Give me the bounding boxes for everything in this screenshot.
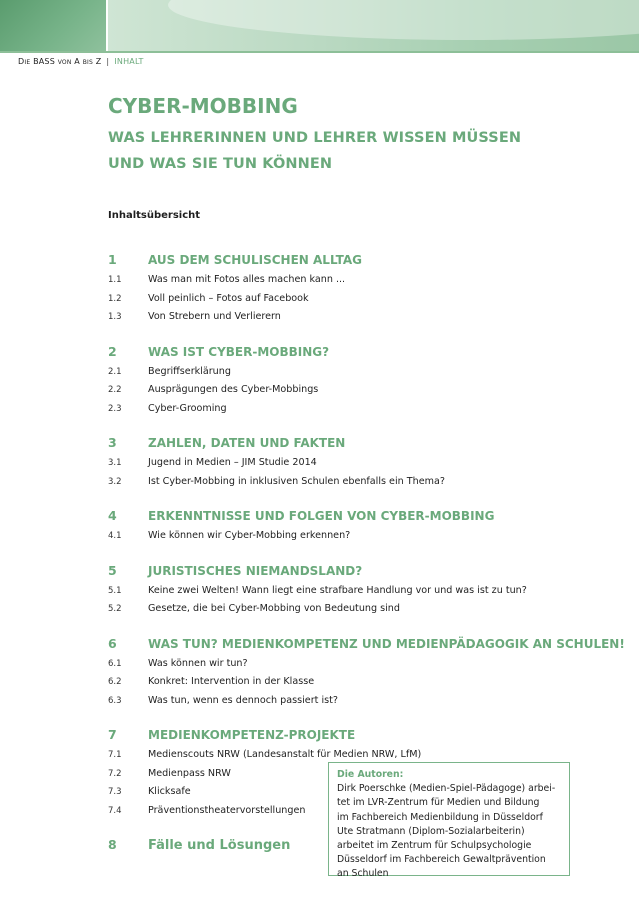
toc-section	[108, 636, 628, 714]
toc-subsection[interactable]	[108, 658, 628, 677]
toc-section	[108, 252, 628, 330]
toc-subsection-number: 1.3	[108, 312, 122, 322]
toc-section-heading[interactable]	[108, 563, 628, 585]
toc-subsection[interactable]	[108, 293, 628, 312]
breadcrumb-section: INHALT	[114, 57, 144, 66]
toc-subsection-number: 7.1	[108, 750, 122, 760]
toc-section-heading[interactable]	[108, 636, 628, 658]
toc-subsection-title: Cyber-Grooming	[148, 402, 227, 414]
toc-section-number: 2	[108, 343, 117, 359]
toc-subsection-title: Klicksafe	[148, 786, 191, 797]
toc-section-heading[interactable]	[108, 344, 628, 366]
toc-subsection[interactable]	[108, 695, 628, 714]
header-rule	[0, 51, 639, 53]
toc-subsection-title: Begriffserklärung	[148, 365, 231, 377]
toc-section-number: 8	[108, 837, 117, 852]
toc-subsection-number: 6.1	[108, 658, 122, 669]
toc-subsection-number: 5.1	[108, 585, 122, 596]
authors-line: im Fachbereich Medienbildung in Düsseldorf	[337, 811, 543, 823]
toc-section-title: AUS DEM SCHULISCHEN ALLTAG	[148, 253, 363, 267]
toc-section-title: ERKENNTNISSE UND FOLGEN VON CYBER-MOBBING	[148, 509, 495, 523]
toc-subsection-number: 4.1	[108, 531, 122, 541]
toc-subsection-number: 6.3	[108, 695, 122, 706]
toc-section-title: WAS IST CYBER-MOBBING?	[148, 344, 330, 359]
toc-subsection[interactable]	[108, 384, 628, 403]
toc-section-heading[interactable]	[108, 435, 628, 457]
toc-section-heading[interactable]	[108, 252, 628, 274]
toc-subsection-title: Was können wir tun?	[148, 657, 248, 669]
toc-section-heading[interactable]	[108, 727, 628, 749]
toc-subsection-number: 7.2	[108, 768, 122, 779]
toc-section-title: MEDIENKOMPETENZ-PROJEKTE	[148, 728, 356, 742]
toc-subsection-title: Was tun, wenn es dennoch passiert ist?	[148, 694, 338, 706]
toc-section-number: 6	[108, 635, 117, 651]
page-subtitle	[108, 125, 628, 177]
toc-subsection-number: 2.1	[108, 366, 122, 377]
authors-line: an Schulen	[337, 868, 389, 880]
toc-section-number: 3	[108, 435, 117, 450]
authors-line: Ute Stratmann (Diplom-Sozialarbeiterin)	[337, 825, 525, 837]
toc-subsection-title: Präventionstheatervorstellungen	[148, 804, 306, 816]
toc-subsection-number: 1.2	[108, 293, 122, 304]
authors-line: arbeitet im Zentrum für Schulpsychologie	[337, 840, 532, 852]
authors-line: Dirk Poerschke (Medien-Spiel-Pädagoge) arbei-	[337, 783, 556, 795]
toc-subsection-number: 3.1	[108, 458, 122, 468]
toc-subsection[interactable]	[108, 311, 628, 330]
toc-subsection-number: 7.4	[108, 805, 122, 816]
toc-subsection[interactable]	[108, 476, 628, 495]
toc-subsection-number: 2.2	[108, 385, 122, 395]
toc-section	[108, 435, 628, 494]
toc-section-number: 1	[108, 252, 117, 267]
toc-section-title: WAS TUN? MEDIENKOMPETENZ UND MEDIENPÄDAGOGIK AN SCHULEN!	[148, 636, 625, 651]
toc-section-number: 4	[108, 508, 117, 523]
authors-heading: Die Autoren:	[337, 769, 404, 780]
toc-section	[108, 508, 628, 549]
toc-subsection-number: 5.2	[108, 604, 122, 614]
authors-text	[337, 782, 564, 881]
toc-section-title: Fälle und Lösungen	[148, 838, 291, 853]
toc-section-heading[interactable]	[108, 508, 628, 530]
toc-subsection[interactable]	[108, 530, 628, 549]
toc-subsection-title: Ausprägungen des Cyber-Mobbings	[148, 384, 319, 395]
subtitle-line-1: WAS LEHRERINNEN UND LEHRER WISSEN MÜSSEN	[108, 130, 522, 146]
toc-section	[108, 563, 628, 622]
toc-subsection[interactable]	[108, 676, 628, 695]
toc-subsection-title: Wie können wir Cyber-Mobbing erkennen?	[148, 530, 351, 541]
header-banner-left	[0, 0, 106, 51]
toc-subsection-number: 3.2	[108, 476, 122, 487]
title-block	[108, 93, 628, 177]
toc-subsection-title: Was man mit Fotos alles machen kann ...	[148, 274, 346, 285]
breadcrumb-series: Die BASS von A bis Z	[18, 57, 102, 66]
subtitle-line-2: UND WAS SIE TUN KÖNNEN	[108, 156, 333, 172]
toc-section	[108, 344, 628, 422]
toc-subsection[interactable]	[108, 585, 628, 604]
toc-subsection-title: Konkret: Intervention in der Klasse	[148, 676, 315, 687]
toc-subsection[interactable]	[108, 603, 628, 622]
toc-subsection-title: Keine zwei Welten! Wann liegt eine strafbare Handlung vor und was ist zu tun?	[148, 584, 527, 596]
toc-subsection[interactable]	[108, 274, 628, 293]
toc-section-number: 5	[108, 562, 117, 578]
toc-section-title: JURISTISCHES NIEMANDSLAND?	[148, 563, 363, 578]
toc-section-title: ZAHLEN, DATEN UND FAKTEN	[148, 436, 346, 450]
toc-subsection-number: 2.3	[108, 403, 122, 414]
toc-subsection[interactable]	[108, 457, 628, 476]
toc-subsection[interactable]	[108, 403, 628, 422]
toc-subsection-number: 6.2	[108, 677, 122, 687]
header-banner-right	[108, 0, 639, 51]
toc-subsection-number: 7.3	[108, 787, 122, 797]
authors-box	[328, 762, 570, 880]
breadcrumb	[18, 57, 144, 66]
toc-section-number: 7	[108, 727, 117, 742]
toc-subsection[interactable]	[108, 366, 628, 385]
breadcrumb-separator: |	[106, 57, 110, 66]
toc-subsection-title: Gesetze, die bei Cyber-Mobbing von Bedeutung sind	[148, 603, 400, 614]
authors-line: tet im LVR-Zentrum für Medien und Bildung	[337, 797, 540, 809]
toc-subsection-title: Jugend in Medien – JIM Studie 2014	[148, 457, 317, 468]
toc-subsection-title: Voll peinlich – Fotos auf Facebook	[148, 292, 309, 304]
overview-heading: Inhaltsübersicht	[108, 210, 201, 221]
toc-subsection-title: Medienscouts NRW (Landesanstalt für Medien NRW, LfM)	[148, 749, 422, 760]
toc-subsection-title: Von Strebern und Verlierern	[148, 311, 281, 322]
toc-subsection-title: Medienpass NRW	[148, 767, 231, 779]
toc-subsection-title: Ist Cyber-Mobbing in inklusiven Schulen ebenfalls ein Thema?	[148, 475, 445, 487]
page-title: CYBER-MOBBING	[108, 94, 298, 118]
toc-subsection-number: 1.1	[108, 275, 122, 285]
authors-line: Düsseldorf im Fachbereich Gewaltprävention	[337, 854, 546, 866]
banner-sweep	[168, 0, 639, 40]
